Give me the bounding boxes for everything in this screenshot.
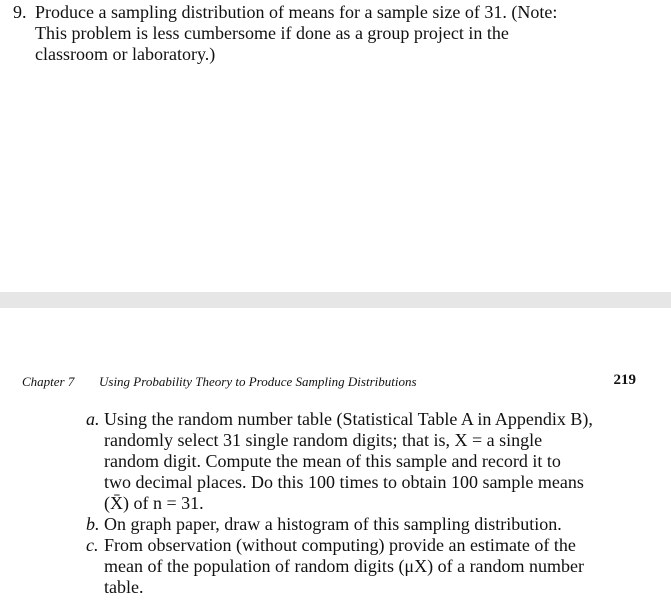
item-c-body (104, 535, 646, 598)
item-b-line-1: On graph paper, draw a histogram of this sampling distribution. (104, 514, 562, 534)
problem-number: 9. (13, 2, 27, 22)
problem-line-1: Produce a sampling distribution of means for a sample size of 31. (Note: (35, 2, 558, 22)
item-b-label: b. (86, 514, 100, 534)
item-a-line-3: random digit. Compute the mean of this sample and record it to (104, 451, 561, 471)
item-b (86, 514, 646, 535)
item-b-body (104, 514, 646, 535)
item-a-label: a. (86, 409, 100, 429)
item-a (86, 409, 646, 514)
item-a-body (104, 409, 646, 514)
page-number: 219 (613, 372, 636, 388)
problem-line-2: This problem is less cumbersome if done as a group project in the (35, 23, 509, 43)
running-head (22, 372, 642, 392)
item-c-line-3: table. (104, 577, 144, 597)
item-a-line-5: (X̄) of n = 31. (104, 493, 204, 513)
exercise-items (86, 409, 646, 598)
chapter-label: Chapter 7 (22, 374, 75, 389)
page-gap (0, 292, 671, 308)
item-c-line-2: mean of the population of random digits (μX) of a random number (104, 556, 585, 576)
problem-9 (13, 2, 613, 65)
chapter-title: Using Probability Theory to Produce Sampling Distributions (99, 374, 417, 389)
item-a-line-4: two decimal places. Do this 100 times to obtain 100 sample means (104, 472, 584, 492)
item-c-label: c. (86, 535, 99, 555)
item-a-line-1: Using the random number table (Statistical Table A in Appendix B), (104, 409, 593, 429)
upper-page (0, 0, 671, 290)
problem-line-3: classroom or laboratory.) (35, 44, 216, 64)
problem-text (35, 2, 613, 65)
item-c (86, 535, 646, 598)
item-a-line-2: randomly select 31 single random digits; that is, X = a single (104, 430, 543, 450)
item-c-line-1: From observation (without computing) provide an estimate of the (104, 535, 576, 555)
